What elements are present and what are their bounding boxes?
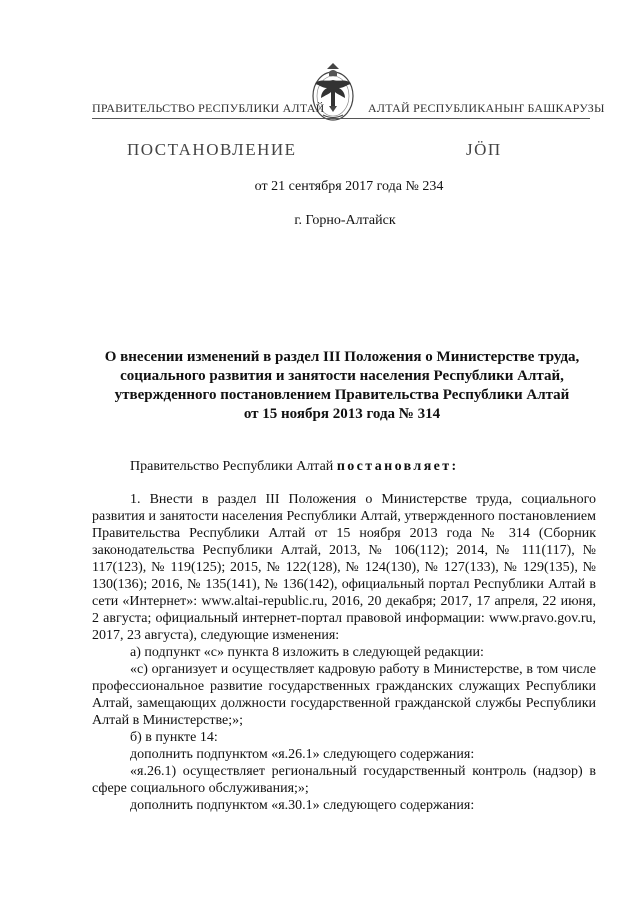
paragraph-26-1-text: «я.26.1) осуществляет региональный государственный контроль (надзор) в сфере социального обслуживания;»; [92,764,596,796]
decree-title [92,348,592,424]
opening-statement [92,458,596,475]
paragraph-add-26-1: дополнить подпунктом «я.26.1» следующего содержания: [130,747,475,762]
title-line: утвержденного постановлением Правительства Республики Алтай [114,387,570,403]
coat-of-arms-icon [308,60,358,126]
decree-type-russian: ПОСТАНОВЛЕНИЕ [127,140,297,159]
header-divider [92,118,590,119]
paragraph-subitem-c-text: «с) организует и осуществляет кадровую работу в Министерстве, в том числе профессиональное развитие государственных гражданских служащих Республики Алтай, замещающих должности государственной гражданской службы Республики Алтай в Министерстве;»; [92,662,596,728]
decree-city: г. Горно-Алтайск [294,213,396,228]
decree-body [92,491,596,814]
org-name-russian: ПРАВИТЕЛЬСТВО РЕСПУБЛИКИ АЛТАЙ [92,101,325,115]
paragraph-subitem-a: а) подпункт «с» пункта 8 изложить в следующей редакции: [130,645,484,660]
paragraph-amendment-intro: 1. Внести в раздел III Положения о Министерстве труда, социального развития и занятости населения Республики Алтай, утвержденного постановлением Правительства Республики Алтай от 15 ноября 2013 года № 314 (Сборник законодательства Республики Алтай, 2013, № 106(112); 2014, № 111(117), № 117(123), № 119(125); 2015, № 122(128), № 124(130), № 127(133), № 129(135), № 130(136); 2016, № 135(141), № 136(142), официальный портал Республики Алтай в сети «Интернет»: www.altai-republic.ru, 2016, 20 декабря; 2017, 17 апреля, 22 июня, 2 августа; официальный интернет-портал правовой информации: www.pravo.gov.ru, 2017, 23 августа), следующие изменения: [92,492,596,643]
paragraph-add-30-1: дополнить подпунктом «я.30.1» следующего содержания: [130,798,475,813]
title-line: социального развития и занятости населения Республики Алтай, [120,368,564,384]
title-line: от 15 ноября 2013 года № 314 [243,406,441,422]
org-name-altai: АЛТАЙ РЕСПУБЛИКАНЫҤ БАШКАРУЗЫ [368,101,605,115]
title-line: О внесении изменений в раздел III Положения о Министерстве труда, [104,349,580,365]
opening-verb: постановляет: [336,459,459,474]
opening-prefix: Правительство Республики Алтай [130,459,334,474]
paragraph-subitem-b: б) в пункте 14: [130,730,218,745]
decree-type-altai: ЈÖП [466,140,502,159]
decree-date-number: от 21 сентября 2017 года № 234 [254,179,444,194]
